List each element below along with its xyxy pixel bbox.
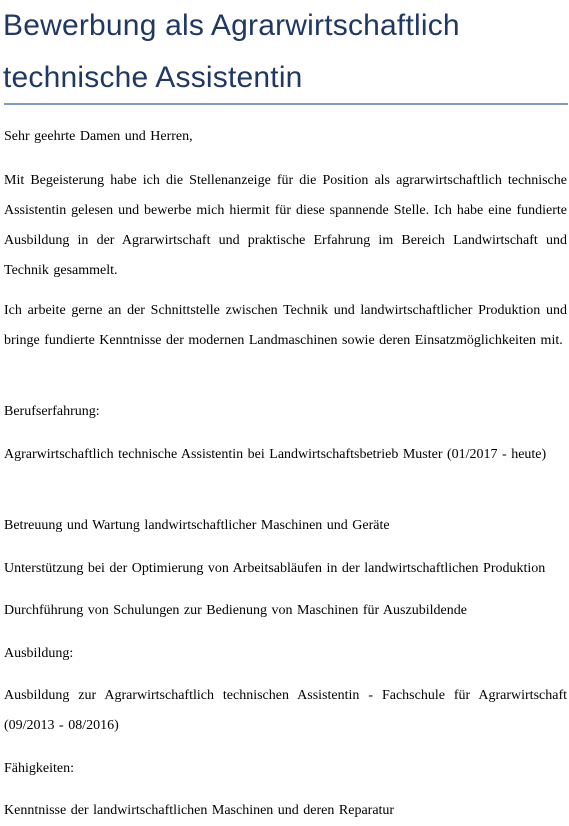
experience-task-optimization: Unterstützung bei der Optimierung von Arbeitsabläufen in der landwirtschaftlichen Produktion: [4, 561, 546, 576]
title-divider: [4, 103, 568, 105]
section-heading-skills: Fähigkeiten:: [4, 761, 74, 776]
intro-paragraph: Mit Begeisterung habe ich die Stellenanzeige für die Position als agrarwirtschaftlich technische Assistentin gelesen und bewerbe mich hiermit für diese spannende Stelle. Ich habe eine fundierte Ausbildung in der Agrarwirtschaft und praktische Erfahrung im Bereich Landwirtschaft und Technik gesammelt.: [4, 173, 567, 278]
section-heading-education: Ausbildung:: [4, 646, 74, 661]
skill-item-machines: Kenntnisse der landwirtschaftlichen Maschinen und deren Reparatur: [4, 803, 395, 818]
salutation: Sehr geehrte Damen und Herren,: [4, 129, 193, 144]
experience-position: Agrarwirtschaftlich technische Assistentin bei Landwirtschaftsbetrieb Muster (01/2017 - heute): [4, 447, 547, 462]
education-entry: Ausbildung zur Agrarwirtschaftlich technischen Assistentin - Fachschule für Agrarwirtschaft (09/2013 - 08/2016): [4, 688, 567, 733]
document-title: Bewerbung als Agrarwirtschaftlich technische Assistentin: [3, 9, 460, 94]
section-heading-experience: Berufserfahrung:: [4, 404, 100, 419]
experience-task-training: Durchführung von Schulungen zur Bedienung von Maschinen für Auszubildende: [4, 603, 467, 618]
experience-task-maintenance: Betreuung und Wartung landwirtschaftlicher Maschinen und Geräte: [4, 518, 390, 533]
motivation-paragraph: Ich arbeite gerne an der Schnittstelle zwischen Technik und landwirtschaftlicher Produktion und bringe fundierte Kenntnisse der modernen Landmaschinen sowie deren Einsatzmöglichkeiten mit.: [4, 303, 567, 348]
